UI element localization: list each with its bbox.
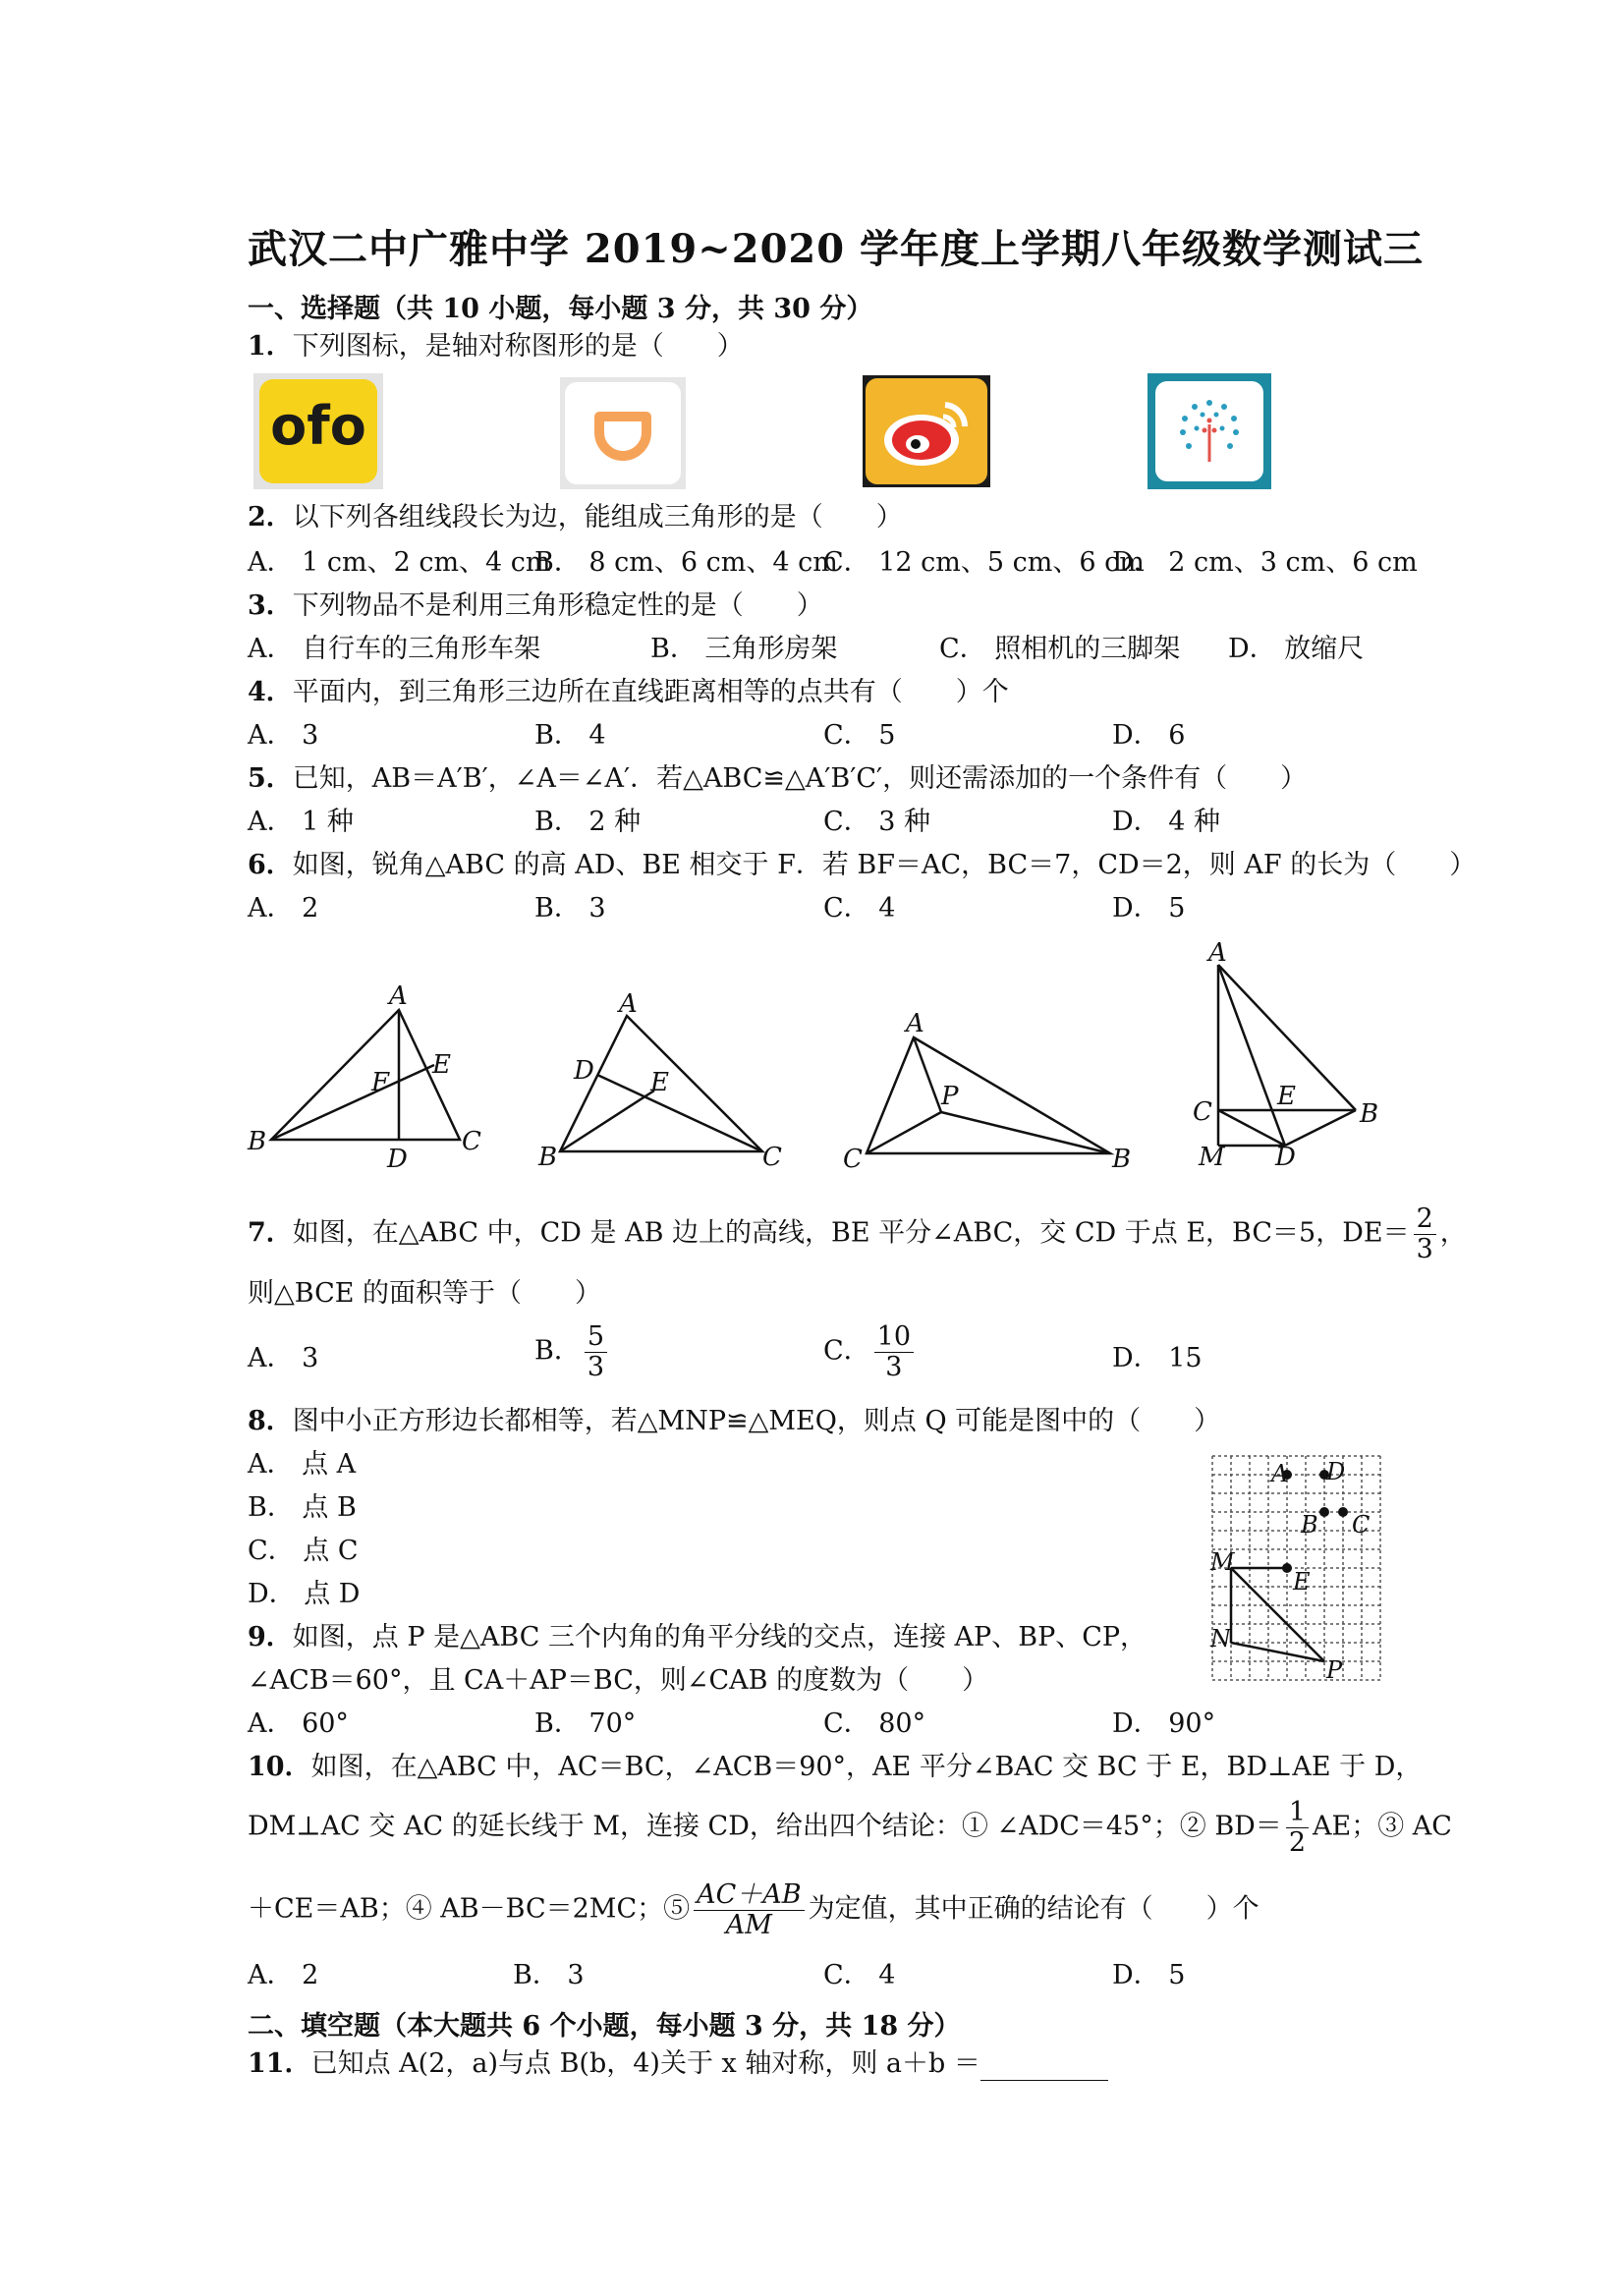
figure-q9-triangle (839, 998, 1144, 1185)
label-C: C (462, 1127, 481, 1156)
label-A: A (906, 1009, 924, 1038)
question-text: 下列图标，是轴对称图形的是（ ） (292, 331, 744, 362)
label-B: B (1112, 1145, 1132, 1174)
section-heading-choice: 一、选择题（共 10 小题，每小题 3 分，共 30 分） (248, 294, 873, 324)
grid-label-M: M (1210, 1548, 1235, 1576)
figure-q10-triangle (1179, 939, 1395, 1175)
grid-label-A: A (1271, 1460, 1289, 1487)
q9-option-a: A． 60° (248, 1708, 349, 1739)
q5-option-a: A． 1 种 (248, 807, 354, 837)
label-E: E (432, 1050, 451, 1080)
label-D: D (387, 1145, 408, 1174)
label-C: C (762, 1143, 782, 1172)
label-E: E (1277, 1082, 1296, 1111)
q9-option-d: D． 90° (1112, 1708, 1216, 1739)
q2-option-a: A． 1 cm、2 cm、4 cm (248, 547, 551, 578)
q3-option-b: B． 三角形房架 (650, 634, 838, 664)
q7-option-d: D． 15 (1112, 1343, 1203, 1373)
q9-option-b: B． 70° (534, 1708, 637, 1739)
label-A: A (619, 989, 638, 1019)
q6-option-a: A． 2 (248, 893, 319, 924)
q7-option-c: C． $\frac{10}{3}$ (823, 1322, 918, 1381)
label-D: D (1275, 1143, 1296, 1172)
q8-option-a: A． 点 A (248, 1449, 357, 1480)
q4-option-c: C． 5 (823, 720, 896, 751)
q3-option-c: C． 照相机的三脚架 (939, 634, 1181, 664)
q10-option-c: C． 4 (823, 1960, 896, 1990)
answer-blank[interactable] (980, 2054, 1108, 2081)
q2-option-d: D． 2 cm、3 cm、6 cm (1112, 547, 1418, 578)
q6-option-c: C． 4 (823, 893, 896, 924)
weibo-logo-icon (863, 375, 990, 487)
q10-option-a: A． 2 (248, 1960, 319, 1990)
figure-q6-triangle (244, 982, 489, 1179)
label-B: B (248, 1127, 267, 1156)
q5-option-b: B． 2 种 (534, 807, 642, 837)
q10-option-b: B． 3 (513, 1960, 585, 1990)
label-C: C (843, 1145, 863, 1174)
question-2: 2．以下列各组线段长为边，能组成三角形的是（ ） (248, 502, 903, 532)
grid-label-P: P (1326, 1656, 1343, 1684)
q4-option-a: A． 3 (248, 720, 319, 751)
question-7-line2: 则△BCE 的面积等于（ ） (248, 1278, 602, 1309)
figure-q8-grid (1206, 1450, 1389, 1686)
section-heading-fill: 二、填空题（本大题共 6 个小题，每小题 3 分，共 18 分） (248, 2011, 961, 2042)
question-10-line2: DM⊥AC 交 AC 的延长线于 M，连接 CD，给出四个结论：① ∠ADC＝45°；② BD＝ $\frac{1}{2}$ AE；③ AC (248, 1797, 1452, 1858)
question-6: 6．如图，锐角△ABC 的高 AD、BE 相交于 F．若 BF＝AC，BC＝7，CD＝2，则 AF 的长为（ ） (248, 850, 1477, 880)
q3-option-a: A． 自行车的三角形车架 (248, 634, 541, 664)
grid-label-D: D (1326, 1458, 1346, 1485)
q6-option-b: B． 3 (534, 893, 606, 924)
label-A: A (1208, 939, 1227, 968)
question-1 (248, 330, 744, 364)
ofo-logo-icon (253, 373, 383, 489)
q3-option-d: D． 放缩尺 (1228, 634, 1365, 664)
q6-option-d: D． 5 (1112, 893, 1186, 924)
grid-label-B: B (1301, 1511, 1318, 1539)
question-10: 10．如图，在△ABC 中，AC＝BC，∠ACB＝90°，AE 平分∠BAC 交 BC 于 E，BD⊥AE 于 D， (248, 1752, 1423, 1782)
question-8: 8．图中小正方形边长都相等，若△MNP≌△MEQ，则点 Q 可能是图中的（ ） (248, 1406, 1221, 1436)
q8-option-d: D． 点 D (248, 1579, 361, 1609)
label-D: D (574, 1056, 594, 1086)
q8-option-b: B． 点 B (248, 1492, 357, 1523)
question-11: 11．已知点 A(2，a)与点 B(b，4)关于 x 轴对称，则 a＋b ＝ (248, 2047, 1108, 2081)
label-M: M (1199, 1143, 1225, 1172)
grid-label-E: E (1293, 1568, 1311, 1596)
q2-option-b: B． 8 cm、6 cm、4 cm (534, 547, 838, 578)
q8-option-c: C． 点 C (248, 1536, 359, 1566)
didi-logo-icon (560, 377, 686, 489)
q5-option-d: D． 4 种 (1112, 807, 1220, 837)
q5-option-c: C． 3 种 (823, 807, 931, 837)
grid-label-C: C (1352, 1511, 1371, 1539)
label-E: E (650, 1068, 669, 1097)
q2-option-c: C． 12 cm、5 cm、6 cm (823, 547, 1145, 578)
q7-option-a: A． 3 (248, 1343, 319, 1373)
label-P: P (941, 1082, 959, 1111)
question-7: 7．如图，在△ABC 中，CD 是 AB 边上的高线，BE 平分∠ABC，交 CD 于点 E，BC＝5，DE＝ $\frac{2}{3}$ ， (248, 1204, 1467, 1264)
figure-q7-triangle (529, 986, 794, 1183)
q9-option-c: C． 80° (823, 1708, 926, 1739)
question-5: 5．已知，AB＝A′B′，∠A＝∠A′．若△ABC≌△A′B′C′，则还需添加的一个条件有（ ） (248, 763, 1308, 794)
page-title: 武汉二中广雅中学 2019~2020 学年度上学期八年级数学测试三 (248, 226, 1425, 272)
q10-option-d: D． 5 (1112, 1960, 1186, 1990)
q7-option-b: B． $\frac{5}{3}$ (534, 1322, 611, 1381)
q4-option-d: D． 6 (1112, 720, 1186, 751)
question-9-line2: ∠ACB＝60°，且 CA＋AP＝BC，则∠CAB 的度数为（ ） (248, 1665, 989, 1696)
label-C: C (1193, 1097, 1212, 1127)
ofo-logo-text: ofo (270, 395, 366, 457)
label-A: A (389, 982, 408, 1011)
question-number: 1． (248, 331, 293, 362)
question-10-line3: ＋CE＝AB；④ AB－BC＝2MC；⑤ $\frac{AC+AB}{AM}$ 为定值，其中正确的结论有（ ）个 (248, 1879, 1259, 1940)
grid-label-N: N (1210, 1625, 1231, 1652)
label-B: B (538, 1143, 558, 1172)
label-B: B (1360, 1099, 1379, 1129)
question-3: 3．下列物品不是利用三角形稳定性的是（ ） (248, 590, 823, 621)
label-F: F (371, 1068, 390, 1097)
bloom-logo-icon (1147, 373, 1271, 489)
question-9: 9．如图，点 P 是△ABC 三个内角的角平分线的交点，连接 AP、BP、CP， (248, 1622, 1147, 1652)
question-4: 4．平面内，到三角形三边所在直线距离相等的点共有（ ）个 (248, 677, 1009, 707)
q4-option-b: B． 4 (534, 720, 606, 751)
